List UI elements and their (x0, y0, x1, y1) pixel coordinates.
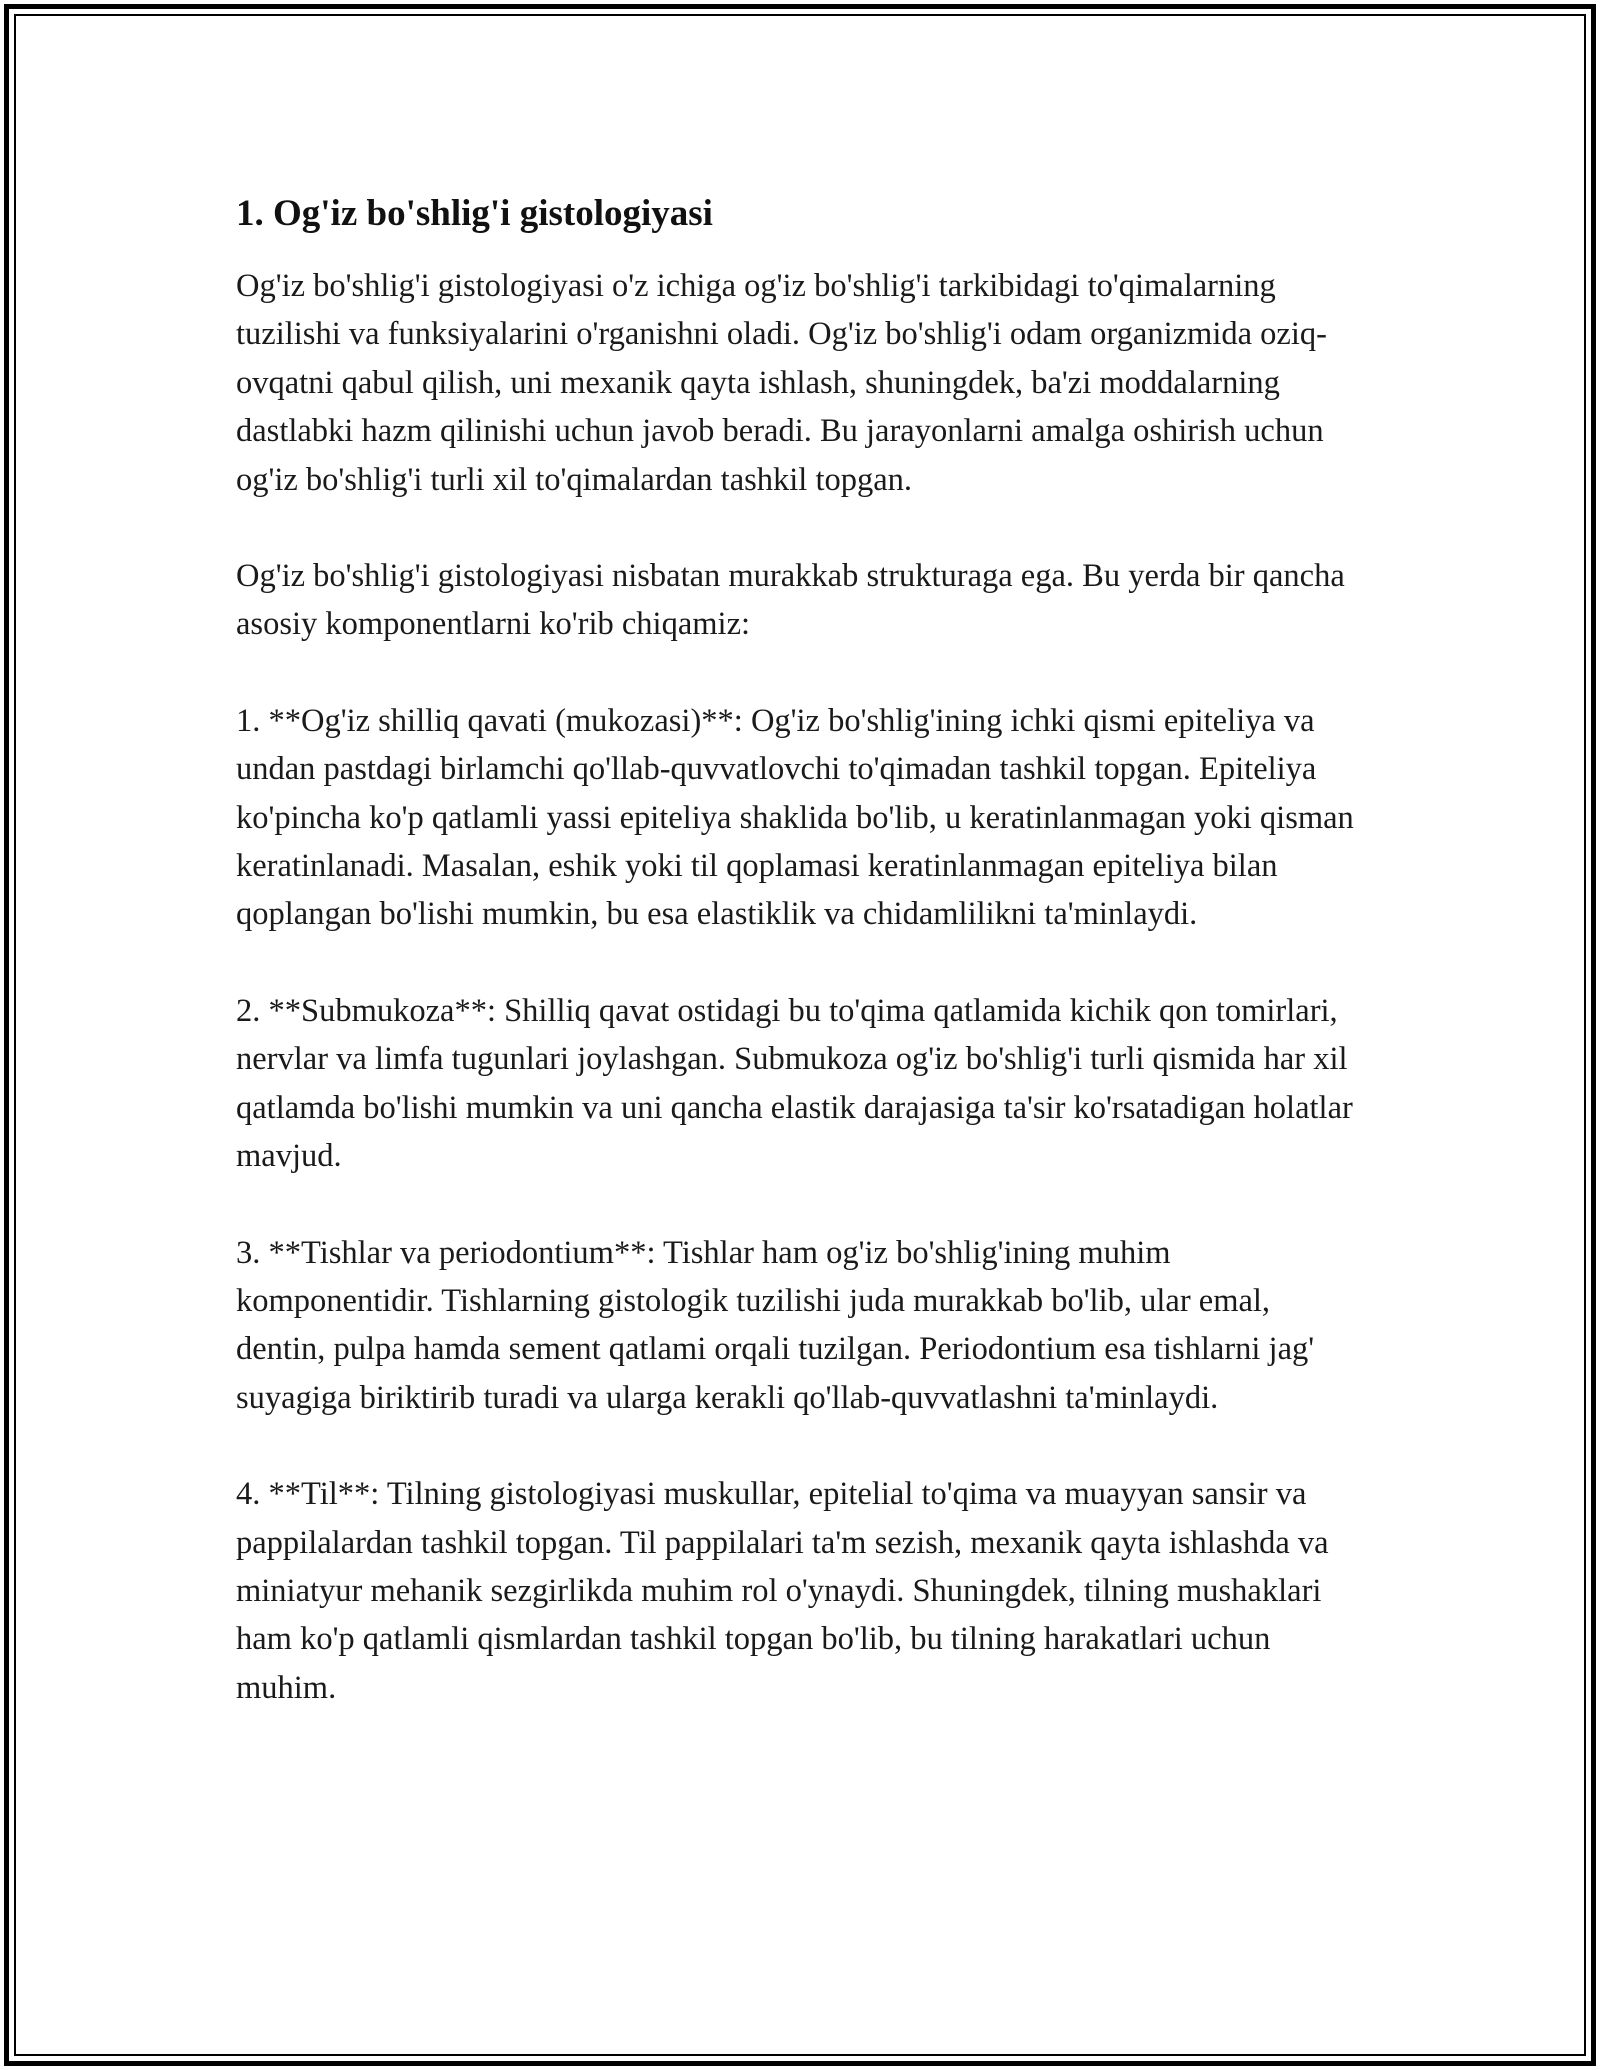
list-item-submucosa: 2. **Submukoza**: Shilliq qavat ostidagi bu to'qima qatlamida kichik qon tomirlari, nervlar va limfa tugunlari joylashgan. Submukoza og'iz bo'shlig'i turli qismida har xil qatlamda bo'lishi mumkin va uni qancha elastik darajasiga ta'sir ko'rsatadigan holatlar mavjud. (236, 992, 1353, 1175)
list-item-mucosa: 1. **Og'iz shilliq qavati (mukozasi)**: Og'iz bo'shlig'ining ichki qismi epiteliya va undan pastdagi birlamchi qo'llab-quvvatlovchi to'qimadan tashkil topgan. Epiteliya ko'pincha ko'p qatlamli yassi epiteliya shaklida bo'lib, u keratinlanmagan yoki qisman keratinlanadi. Masalan, eshik yoki til qoplamasi keratinlanmagan epiteliya bilan qoplangan bo'lishi mumkin, bu esa elastiklik va chidamlilikni ta'minlaydi. (236, 702, 1354, 933)
overview-paragraph: Og'iz bo'shlig'i gistologiyasi nisbatan murakkab strukturaga ega. Bu yerda bir qancha asosiy komponentlarni ko'rib chiqamiz: (236, 558, 1345, 643)
document-title: 1. Og'iz bo'shlig'i gistologiyasi (236, 193, 713, 234)
list-item-teeth: 3. **Tishlar va periodontium**: Tishlar ham og'iz bo'shlig'ining muhim komponentidir. Tishlarning gistologik tuzilishi juda murakkab bo'lib, ular emal, dentin, pulpa hamda sement qatlami orqali tuzilgan. Periodontium esa tishlarni jag' suyagiga biriktirib turadi va ularga kerakli qo'llab-quvvatlashni ta'minlaydi. (236, 1234, 1315, 1416)
intro-paragraph: Og'iz bo'shlig'i gistologiyasi o'z ichiga og'iz bo'shlig'i tarkibidagi to'qimalarning tuzilishi va funksiyalarini o'rganishni oladi. Og'iz bo'shlig'i odam organizmida oziq-ovqatni qabul qilish, uni mexanik qayta ishlash, shuningdek, ba'zi moddalarning dastlabki hazm qilinishi uchun javob beradi. Bu jarayonlarni amalga oshirish uchun og'iz bo'shlig'i turli xil to'qimalardan tashkil topgan. (236, 268, 1327, 498)
list-item-tongue: 4. **Til**: Tilning gistologiyasi muskullar, epitelial to'qima va muayyan sansir va pappilalardan tashkil topgan. Til pappilalari ta'm sezish, mexanik qayta ishlashda va miniatyur mehanik sezgirlikda muhim rol o'ynaydi. Shuningdek, tilning mushaklari ham ko'p qatlamli qismlardan tashkil topgan bo'lib, bu tilning harakatlari uchun muhim. (236, 1476, 1329, 1706)
document-body (236, 186, 1366, 1760)
